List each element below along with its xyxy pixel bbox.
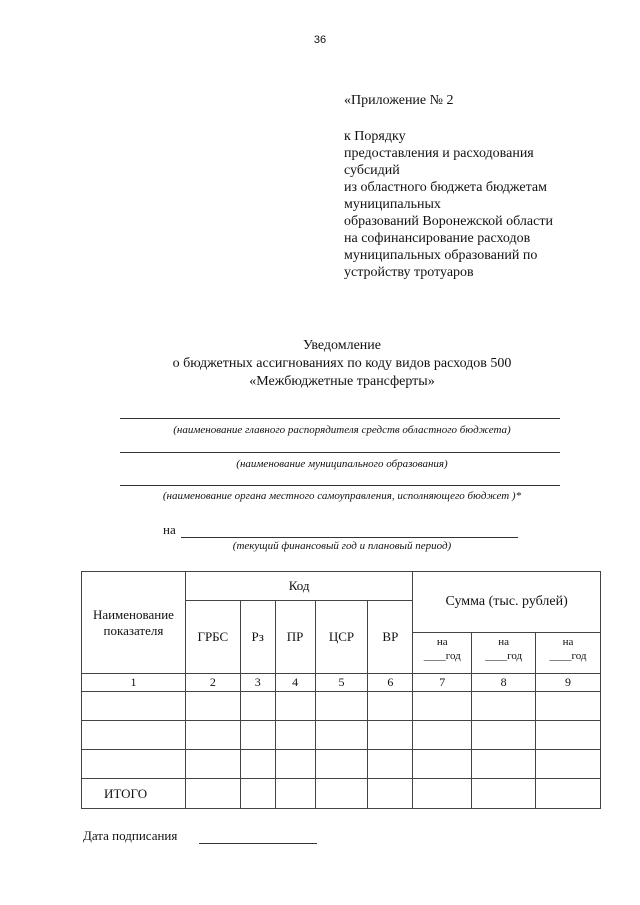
table-cell[interactable] [185, 692, 240, 721]
table-cell[interactable] [82, 721, 186, 750]
signing-date-field[interactable] [199, 843, 317, 844]
year-col-1: на ____год [413, 633, 472, 674]
table-cell[interactable] [240, 721, 275, 750]
total-label: ИТОГО [82, 779, 186, 809]
table-cell[interactable] [185, 779, 240, 809]
indicator-name-header: Наименование показателя [82, 572, 186, 674]
table-cell[interactable] [368, 692, 413, 721]
period-prefix: на [163, 522, 176, 537]
column-index: 1 [82, 674, 186, 692]
table-cell[interactable] [472, 750, 536, 779]
table-cell[interactable] [275, 721, 315, 750]
code-col-pr: ПР [275, 601, 315, 674]
chief-administrator-caption: (наименование главного распорядителя средств областного бюджета) [173, 424, 511, 436]
appendix-line: устройству тротуаров [344, 265, 474, 280]
local-authority-field[interactable] [120, 485, 560, 486]
heading-subtitle: о бюджетных ассигнованиях по коду видов расходов 500 [172, 356, 512, 371]
total-row [82, 779, 601, 809]
column-index: 4 [275, 674, 315, 692]
code-col-csr: ЦСР [315, 601, 368, 674]
sum-header: Сумма (тыс. рублей) [413, 572, 601, 633]
appendix-line: образований Воронежской области [344, 214, 553, 229]
table-cell[interactable] [413, 692, 472, 721]
table-cell[interactable] [82, 750, 186, 779]
table-row [82, 692, 601, 721]
table-cell[interactable] [536, 692, 601, 721]
code-col-vr: ВР [368, 601, 413, 674]
table-cell[interactable] [413, 721, 472, 750]
table-cell[interactable] [536, 721, 601, 750]
table-cell[interactable] [82, 692, 186, 721]
table-cell[interactable] [472, 692, 536, 721]
local-authority-caption: (наименование органа местного самоуправления, исполняющего бюджет )* [162, 490, 522, 502]
table-cell[interactable] [536, 779, 601, 809]
appendix-line: муниципальных образований по [344, 248, 538, 263]
table-cell[interactable] [472, 779, 536, 809]
signing-date-label: Дата подписания [83, 828, 178, 843]
heading-subtitle-2: «Межбюджетные трансферты» [249, 374, 435, 389]
table-cell[interactable] [275, 779, 315, 809]
table-row [82, 721, 601, 750]
table-cell[interactable] [185, 721, 240, 750]
appendix-line: муниципальных [344, 197, 441, 212]
allocations-table [81, 571, 601, 809]
period-field[interactable] [181, 537, 518, 538]
table-cell[interactable] [368, 779, 413, 809]
table-cell[interactable] [536, 750, 601, 779]
appendix-line: субсидий [344, 163, 400, 178]
table-cell[interactable] [368, 750, 413, 779]
column-index: 2 [185, 674, 240, 692]
table-cell[interactable] [315, 750, 368, 779]
document-heading [60, 337, 624, 391]
column-index: 6 [368, 674, 413, 692]
table-cell[interactable] [240, 692, 275, 721]
column-index: 8 [472, 674, 536, 692]
column-index: 7 [413, 674, 472, 692]
table-cell[interactable] [185, 750, 240, 779]
table-cell[interactable] [240, 750, 275, 779]
table-cell[interactable] [315, 692, 368, 721]
year-col-3: на ____год [536, 633, 601, 674]
heading-title: Уведомление [302, 338, 381, 353]
table-cell[interactable] [413, 779, 472, 809]
table-cell[interactable] [368, 721, 413, 750]
period-caption: (текущий финансовый год и плановый период) [232, 540, 452, 552]
table-cell[interactable] [315, 779, 368, 809]
table-cell[interactable] [275, 750, 315, 779]
column-index: 3 [240, 674, 275, 692]
appendix-line: к Порядку [344, 129, 406, 144]
table-cell[interactable] [275, 692, 315, 721]
appendix-block [344, 92, 553, 281]
appendix-line: на софинансирование расходов [344, 231, 531, 246]
table-cell[interactable] [240, 779, 275, 809]
column-index: 9 [536, 674, 601, 692]
code-col-rz: Рз [240, 601, 275, 674]
code-col-grbs: ГРБС [185, 601, 240, 674]
appendix-line: из областного бюджета бюджетам [344, 180, 547, 195]
page-number: 36 [313, 34, 327, 46]
municipality-caption: (наименование муниципального образования) [236, 458, 448, 470]
chief-administrator-field[interactable] [120, 418, 560, 419]
table-cell[interactable] [472, 721, 536, 750]
table-cell[interactable] [315, 721, 368, 750]
year-col-2: на ____год [472, 633, 536, 674]
table-cell[interactable] [413, 750, 472, 779]
code-header: Код [185, 572, 412, 601]
table-row [82, 750, 601, 779]
municipality-field[interactable] [120, 452, 560, 453]
column-index: 5 [315, 674, 368, 692]
appendix-title: «Приложение № 2 [344, 93, 454, 108]
appendix-line: предоставления и расходования [344, 146, 534, 161]
